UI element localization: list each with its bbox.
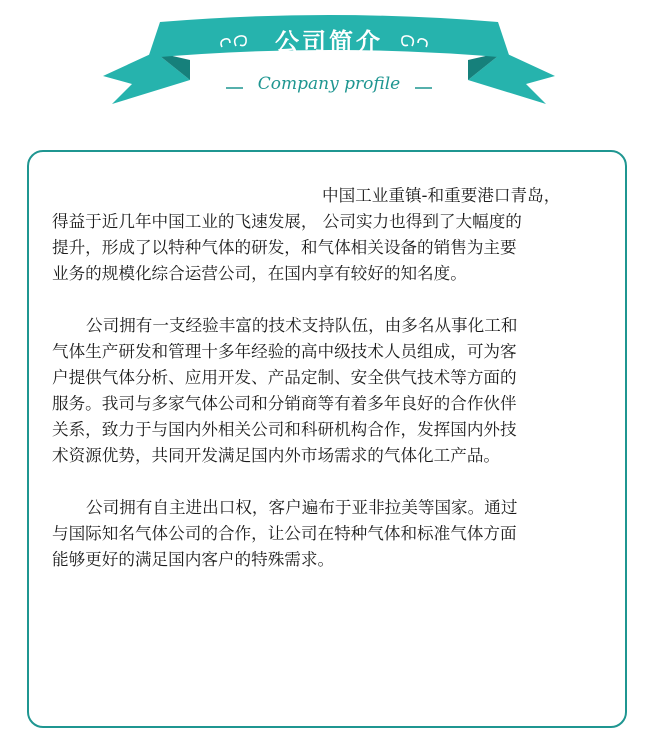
header-banner: [0, 0, 658, 110]
banner-subtitle: Company profile: [257, 74, 401, 94]
text-line: 中国工业重镇-和重要港口青岛，: [322, 186, 561, 205]
text-line: 术资源优势，共同开发满足国内外市场需求的气体化工产品。: [52, 446, 501, 465]
text-line: 业务的规模化综合运营公司，在国内享有较好的知名度。: [52, 264, 467, 283]
text-line: 得益于近几年中国工业的飞速发展， 公司实力也得到了大幅度的: [52, 212, 522, 231]
text-line: 公司拥有一支经验丰富的技术支持队伍，由多名从事化工和: [86, 316, 518, 335]
text-line: 服务。我司与多家气体公司和分销商等有着多年良好的合作伙伴: [52, 394, 517, 413]
text-line: 关系，致力于与国内外相关公司和科研机构合作，发挥国内外技: [52, 420, 517, 439]
banner-title: 公司简介: [275, 28, 383, 56]
text-line: 公司拥有自主进出口权，客户遍布于亚非拉美等国家。通过: [86, 498, 518, 517]
text-line: 气体生产研发和管理十多年经验的高中级技术人员组成，可为客: [52, 342, 517, 361]
paragraph: [52, 183, 612, 287]
text-line: 提升，形成了以特种气体的研发，和气体相关设备的销售为主要: [52, 238, 517, 257]
text-line: 户提供气体分析、应用开发、产品定制、安全供气技术等方面的: [52, 368, 517, 387]
text-line: 能够更好的满足国内客户的特殊需求。: [52, 550, 335, 569]
paragraph: [52, 495, 612, 573]
paragraph: [52, 313, 612, 469]
text-line: 与国际知名气体公司的合作，让公司在特种气体和标准气体方面: [52, 524, 517, 543]
company-profile-text: [52, 183, 612, 573]
